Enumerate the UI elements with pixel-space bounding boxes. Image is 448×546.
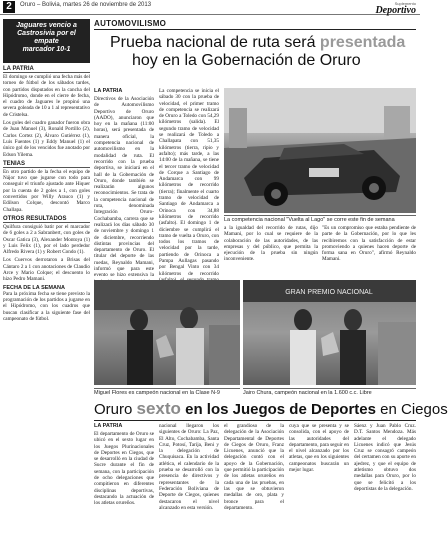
photo-champion-flores — [94, 280, 240, 385]
dateline: Oruro – Bolivia, martes 26 de noviembre de 2013 — [20, 2, 152, 8]
article-column — [224, 225, 318, 273]
column-text: Directivos de la Asociación de Automovilismo Deportivo de Oruro (AADO), anunciaron que hoy en la mañana (11:00 horas), será presentada de manera oficial, la competencia nacional de automovilismo en la modalidad de ruta. El recorrido con la prueba deportiva, se iniciará en el hall de la Gobernación de Oruro, donde también se realizarán algunos reconocimientos. Se trata de la competencia nacional de ruta, denominada Integración Oruro-Cochabamba, carrera que se realizará los días sábado 30 de noviembre y domingo 1 de diciembre, recorriendo distintas provincias del departamento de Oruro. El titular del deporte de las ruedas, Reynaldo Mamani, informó que para este evento se hizo extensiva la — [94, 96, 154, 279]
supplement-logo — [375, 1, 416, 16]
sidebar-paragraph: Para la próxima fecha se tiene previsto la programación de los partidos a jugarse en el Hipódromo, con los cuadros que buscan clasificar a la siguiente fase del campeonato de fútbol. — [3, 290, 90, 322]
sidebar-paragraph: Los Cuervos derrotaron a Brisas del Cántaro 2 a 1 con anotaciones de Claudio Arce y Mario Colque; el descuento lo hizo Pedro Mamani. — [3, 257, 90, 283]
headline-text: Prueba nacional de ruta será — [110, 34, 320, 51]
headline2-highlight: sexto — [136, 399, 181, 418]
article-column — [159, 423, 219, 542]
column-text: "Es un compromiso que estaba pendiente de parte de la Gobernación, por lo que les recibiremos con la satisfacción de estar promoviendo a quienes hacen deporte de forma sana en Oruro", afirmó Reynaldo Mamani. — [322, 225, 416, 263]
headline2-end: en Ciegos — [380, 401, 448, 418]
sidebar-column — [3, 19, 90, 542]
supplement-name: Deportivo — [375, 5, 416, 16]
sidebar-section-byline: LA PATRIA — [3, 66, 90, 73]
article-column — [224, 423, 284, 542]
photo-caption: Jairo Chura, campeón nacional en la 1.600 c.c. Libre — [243, 388, 416, 396]
article-column — [289, 423, 349, 542]
byline: LA PATRIA — [94, 423, 123, 429]
column-text: nacional llegaron los siguientes de Oruro: La Paz, El Alto, Cochabamba, Santa Cruz, Potosí, Tarija, Beni y la delegación de Chuquisaca. En la actividad atlética, el calendario de la prueba se desarrolló con la presencia de directivos y representantes de la Federación Boliviana de Deporte de Ciegos, quienes destacaron el nivel alcanzado en esta versión. — [159, 423, 219, 511]
page-number: 2 — [3, 1, 15, 13]
photo-champion-chura — [243, 280, 416, 385]
sidebar-paragraph: En otro partido de la fecha el equipo de Nájor tuvo que jugarse con todo para conseguir el triunfo ajustado ante Hiquer por la cuenta de 2 goles a 1, con goles convertidos por Willy Arauco (1) y Edilson Colque, descontó Marco Challapa. — [3, 168, 90, 213]
sidebar-paragraph: Los goles del cuadro ganador fueron obra de Juan Manuel (3), Ronald Portillo (2), Carlos Cortez (2), Álvaro Gutiérrez (1), Luis Fuentes (1) y Eddy Manuel (1) el único gol de los vencidos fue anotado por Edson Yilema. — [3, 120, 90, 158]
sidebar-section-heading: TENIAS — [3, 161, 90, 168]
headline2-mid: en los Juegos de Deportes — [180, 401, 381, 418]
sidebar-subheading: FECHA DE LA SEMANA — [3, 284, 65, 291]
article-column — [159, 88, 219, 277]
promo-line-2: Castrosivia por el empate — [17, 30, 76, 45]
promo-line-1: Jaguares vencio a — [16, 22, 77, 29]
byline: LA PATRIA — [94, 88, 123, 94]
story-headline — [94, 34, 416, 70]
photo-banner-text: GRAN PREMIO NACIONAL — [285, 289, 373, 296]
supplement-label: Suplemento — [394, 1, 416, 6]
column-text: Sáenz y Juan Pablo Cruz. D.T. Santos Mendoza. Más adelante el delegado Licuenes indicó que Jesús Cruz se consagró campeón del certamen con su aporte en ajedrez, y que el equipo de atletismo obtuvo dos medallas para Oruro, por lo que se felicitó a los deportistas de la delegación. — [354, 423, 416, 492]
column-text: a la igualdad del recorrido de rutas, dijo Mamani, por lo cual se requiere de la colaboración de las autoridades, de las empresas y del público, que permita la ejecución de la prueba sin ningún inconveniente. — [224, 225, 318, 263]
photo-race-car — [224, 88, 416, 213]
headline-highlight: presentada — [319, 34, 406, 51]
story-headline-2 — [94, 399, 448, 419]
sidebar-promo-headline — [3, 19, 90, 63]
column-text: cuya que se presenta y se consolida, con el apoyo de las autoridades del departamento, para seguir en el nivel alcanzado por los atletas, que en los siguientes campeonatos buscarán un mejor lugar. — [289, 423, 349, 474]
promo-line-3: marcador 10-1 — [22, 46, 71, 53]
sidebar-paragraph: El domingo se cumplió una fecha más del torneo de fútbol de los sábados tardes, con partidos disputados en la cancha del Hipódromo, donde en el cierre de fecha, el cuadro de Jaguares le propinó una severa goleada de 10 a 1 al representativo de Cristelsa. — [3, 74, 90, 118]
column-text: el grandioso de la delegación de la Asociación Departamental de Deportes de Ciegos de Oruro, Franz Licuenes, anunció que la delegación contó con el apoyo de la Gobernación, que permitió la participación de los atletas orureños en cada una de las pruebas, en las que se obtuvieron medallas de oro, plata y bronce para el departamento. — [224, 423, 284, 511]
article-column — [354, 423, 416, 542]
photo-caption: La competencia nacional "Vuelta al Lago" se corre este fin de semana — [224, 215, 416, 223]
podium-image — [243, 280, 416, 385]
article-column — [94, 88, 154, 279]
headline2-text: Oruro — [94, 401, 137, 418]
main-story — [94, 19, 416, 70]
photo-caption: Miguel Flores es campeón nacional en la Clase N-9 — [94, 388, 240, 396]
section-divider — [94, 420, 416, 421]
article-column — [94, 423, 154, 542]
section-kicker: AUTOMOVILISMO — [94, 19, 416, 30]
sidebar-section-heading: OTROS RESULTADOS — [3, 216, 90, 223]
column-text: El departamento de Oruro se ubicó en el sexto lugar en los Juegos Plurinacionales de Deportes en Ciegos, que se desarrolló en la ciudad de Sucre durante el fin de semana, con la participación de ocho delegaciones que compitieron en diferentes disciplinas deportivas, destacando la actuación de los atletas orureños. — [94, 431, 154, 507]
race-car-image — [224, 88, 416, 213]
column-text: La competencia se inicia el sábado 30 con la prueba de velocidad, el primer tramo de competencia se realizará de Oruro a Toledo con 54,29 kilómetros (salida). El segundo tramo de velocidad se realizará de Toledo a Challapata con 51,35 kilómetros (tierra, ripio y asfalto); más tarde, a las 14:00 de la mañana, se tiene el tercer tramo de velocidad de Corque a Santiago de Andamarca con 99 kilómetros de recorrido (tierra); finalmente el cuarto tramo de velocidad de Santiago de Andamarca a Orinoca con 34,88 kilómetros de recorrido (asfalto). El domingo 1 de diciembre se cumplirá el tramo de vuelta a Oruro, con todos los tramos de velocidad por la tarde, partiendo de Orinoca a Pampa Aullagas pasando por Bengal Vinto con 34 kilómetros de recorrido — [159, 88, 219, 277]
sidebar-paragraph: Quilfura consiguió batir por el marcador de 6 goles a 2 a Sabranbert, con goles de Oscar Gatica (3), Alexander Montoya (1) y Luis Felix (1), por el lado perdedor Alfredo Rivera (1) y Robert Condo (1). — [3, 223, 90, 256]
page-header — [0, 0, 420, 15]
article-column — [322, 225, 416, 273]
headline-line-2: hoy en la Gobernación de Oruro — [132, 52, 361, 69]
trophy-presentation-image — [94, 280, 240, 385]
